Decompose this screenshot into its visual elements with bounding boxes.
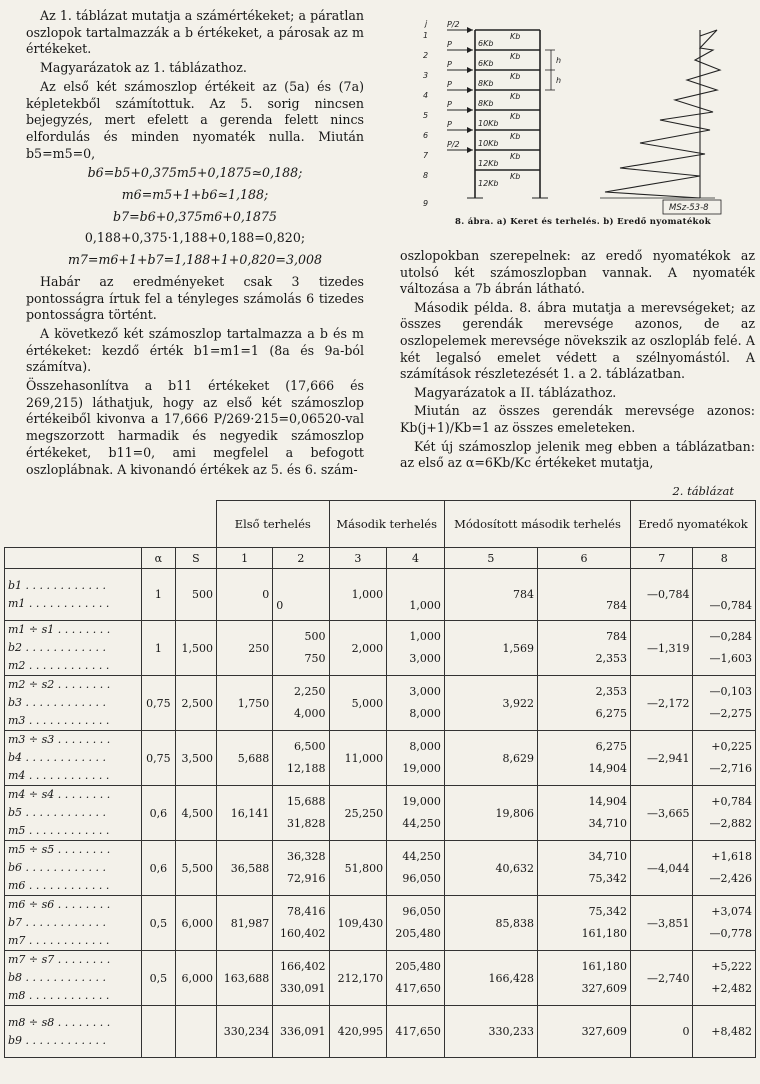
row-labels — [5, 676, 142, 731]
col-header: α — [142, 548, 176, 569]
cell-c6 — [537, 621, 630, 676]
cell-c4 — [387, 951, 445, 1006]
cell-c4 — [387, 786, 445, 841]
cell-lower: 31,828 — [287, 817, 326, 830]
paragraph: Habár az eredményeket csak 3 tizedes pontosságra írtuk fel a tényleges számolás 6 tizedes pontosságra történt. — [26, 273, 364, 323]
floor-number: 3 — [423, 71, 429, 80]
cell-lower: 12,188 — [287, 762, 326, 775]
cell-c3: 5,000 — [329, 676, 387, 731]
row-labels — [5, 786, 142, 841]
table-row — [5, 896, 756, 951]
cell-c4 — [387, 676, 445, 731]
cell-c4 — [387, 621, 445, 676]
cell-c7: —3,665 — [631, 786, 693, 841]
table-row — [5, 951, 756, 1006]
load-label: P/2 — [447, 20, 460, 29]
cell-upper: 6,500 — [294, 740, 326, 753]
cell-s: 5,500 — [175, 841, 216, 896]
cell-upper: +8,482 — [711, 1024, 752, 1038]
cell-c2 — [273, 621, 329, 676]
paragraph: Miután az összes gerendák merevsége azonos: Kb(j+1)/Kb=1 az összes emeleteken. — [400, 403, 755, 435]
table-caption: 2. táblázat — [672, 484, 734, 498]
cell-c5: 784 — [444, 569, 537, 621]
cell-lower: 34,710 — [588, 817, 628, 830]
paragraph: Második példa. 8. ábra mutatja a merevségeket; az összes gerendák merevsége azonos, de az oszlopelemek merevsége növekszik az oszlopláb felé. A két legalsó emelet védett a szélnyomástól. A számítások részletezését 1. a 2. táblázatban. — [400, 299, 755, 382]
paragraph: A következő két számoszlop tartalmazza a b és m értékeket: kezdő érték b1=m1=1 (8a és 9a-ból számítva). — [26, 325, 364, 375]
cell-a: 0,75 — [142, 676, 176, 731]
cell-c2 — [273, 731, 329, 786]
row-label: m2 . . . . . . . . . . . . — [8, 659, 110, 672]
stamp-text: MSz-53-8 — [669, 203, 709, 213]
cell-lower: 44,250 — [402, 817, 441, 830]
row-labels — [5, 841, 142, 896]
row-labels — [5, 731, 142, 786]
row-label: m7 ÷ s7 . . . . . . . . — [8, 953, 111, 966]
cell-c2: 0 — [273, 569, 329, 621]
row-label: b6 . . . . . . . . . . . . — [8, 861, 106, 874]
equation: b6=b5+0,375m5+0,1875≃0,188; — [87, 165, 303, 181]
floor-number: 1 — [423, 31, 429, 40]
column-stiffness-label: 12Kb — [478, 159, 499, 168]
group-header: Első terhelés — [217, 501, 330, 548]
cell-c6 — [537, 676, 630, 731]
cell-c3: 109,430 — [329, 896, 387, 951]
paragraph-heading: Magyarázatok a II. táblázathoz. — [414, 384, 617, 400]
cell-c1: 250 — [217, 621, 273, 676]
cell-lower: 8,000 — [409, 707, 441, 720]
group-header: Módosított második terhelés — [444, 501, 630, 548]
cell-c8 — [693, 1006, 756, 1058]
cell-upper: —0,284 — [709, 630, 752, 643]
cell-s — [175, 1006, 216, 1058]
load-label: P — [447, 100, 452, 109]
results-table — [4, 500, 756, 1058]
cell-lower: —2,275 — [709, 707, 752, 720]
row-labels — [5, 1006, 142, 1058]
cell-c7: —3,851 — [631, 896, 693, 951]
cell-c8: —0,784 — [693, 569, 756, 621]
h-label: h — [556, 56, 562, 65]
cell-c5: 40,632 — [444, 841, 537, 896]
row-label: m2 ÷ s2 . . . . . . . . — [8, 678, 111, 691]
cell-c8 — [693, 951, 756, 1006]
row-label: m6 ÷ s6 . . . . . . . . — [8, 898, 111, 911]
cell-lower: 750 — [304, 652, 326, 665]
load-arrow — [447, 100, 473, 113]
col-header: 3 — [329, 548, 387, 569]
table-row — [5, 786, 756, 841]
cell-c5: 19,806 — [444, 786, 537, 841]
cell-c6 — [537, 1006, 630, 1058]
row-label: m8 ÷ s8 . . . . . . . . — [8, 1015, 111, 1029]
table-row — [5, 1006, 756, 1058]
beam-label: Kb — [510, 132, 521, 141]
col-header: 4 — [387, 548, 445, 569]
cell-upper: 500 — [304, 630, 326, 643]
cell-c5: 1,569 — [444, 621, 537, 676]
cell-c5: 3,922 — [444, 676, 537, 731]
cell-upper: 36,328 — [287, 850, 326, 863]
row-label: m8 . . . . . . . . . . . . — [8, 989, 110, 1002]
moment-diagram — [605, 30, 720, 198]
cell-c6 — [537, 896, 630, 951]
cell-c7: —2,941 — [631, 731, 693, 786]
cell-upper: 75,342 — [588, 905, 628, 918]
cell-c7: —4,044 — [631, 841, 693, 896]
cell-a: 0,75 — [142, 731, 176, 786]
cell-upper: 3,000 — [409, 685, 441, 698]
cell-upper: +5,222 — [711, 960, 752, 973]
cell-c3: 25,250 — [329, 786, 387, 841]
cell-c2 — [273, 786, 329, 841]
cell-upper: 205,480 — [395, 960, 441, 973]
cell-lower: —2,882 — [709, 817, 752, 830]
cell-lower: 72,916 — [287, 872, 326, 885]
cell-c3: 11,000 — [329, 731, 387, 786]
cell-c7: —2,740 — [631, 951, 693, 1006]
floor-number: 7 — [423, 151, 429, 160]
cell-lower: +2,482 — [711, 982, 752, 995]
cell-c3: 2,000 — [329, 621, 387, 676]
cell-lower: 6,275 — [595, 707, 628, 720]
beam-label: Kb — [510, 92, 521, 101]
cell-c2 — [273, 951, 329, 1006]
cell-upper: 161,180 — [581, 960, 628, 973]
row-label: b3 . . . . . . . . . . . . — [8, 696, 106, 709]
floor-number: 8 — [423, 171, 429, 180]
cell-lower: 161,180 — [581, 927, 628, 940]
column-stiffness-label: 12Kb — [478, 179, 499, 188]
row-label: b1 . . . . . . . . . . . . — [8, 578, 106, 592]
cell-lower: —1,603 — [709, 652, 752, 665]
cell-s: 1,500 — [175, 621, 216, 676]
beam-label: Kb — [510, 172, 521, 181]
cell-s: 6,000 — [175, 951, 216, 1006]
figure-8 — [395, 8, 755, 240]
cell-upper: 2,353 — [595, 685, 628, 698]
row-label: b9 . . . . . . . . . . . . — [8, 1033, 106, 1047]
cell-c8 — [693, 676, 756, 731]
cell-a: 0,6 — [142, 786, 176, 841]
right-text-column — [400, 248, 755, 474]
cell-c1: 1,750 — [217, 676, 273, 731]
column-stiffness-label: 10Kb — [478, 119, 499, 128]
cell-c3: 420,995 — [329, 1006, 387, 1058]
cell-lower: 96,050 — [402, 872, 441, 885]
cell-c6 — [537, 786, 630, 841]
cell-lower: 205,480 — [395, 927, 441, 940]
j-label: j — [425, 19, 428, 28]
figure-caption: 8. ábra. a) Keret és terhelés. b) Eredő nyomatékok — [455, 217, 711, 227]
cell-upper: 327,609 — [581, 1024, 628, 1038]
cell-c4: 1,000 — [387, 569, 445, 621]
cell-s: 4,500 — [175, 786, 216, 841]
cell-a: 0,5 — [142, 896, 176, 951]
cell-lower: 417,650 — [395, 982, 441, 995]
cell-lower: 14,904 — [588, 762, 628, 775]
cell-upper: 34,710 — [588, 850, 628, 863]
row-labels — [5, 621, 142, 676]
cell-s: 500 — [175, 569, 216, 621]
floor-number: 9 — [423, 199, 429, 208]
cell-s: 6,000 — [175, 896, 216, 951]
cell-lower: 4,000 — [294, 707, 326, 720]
col-header: 7 — [631, 548, 693, 569]
row-label: b4 . . . . . . . . . . . . — [8, 751, 106, 764]
cell-c4 — [387, 1006, 445, 1058]
cell-c5: 8,629 — [444, 731, 537, 786]
column-stiffness-label: 6Kb — [478, 39, 494, 48]
load-arrow — [447, 140, 473, 153]
cell-c5: 330,233 — [444, 1006, 537, 1058]
cell-c4 — [387, 841, 445, 896]
cell-upper: 19,000 — [402, 795, 441, 808]
cell-c7: —1,319 — [631, 621, 693, 676]
cell-c2 — [273, 896, 329, 951]
cell-c1: 0 — [217, 569, 273, 621]
col-header: S — [175, 548, 216, 569]
cell-c8 — [693, 786, 756, 841]
cell-c1: 330,234 — [217, 1006, 273, 1058]
cell-c3: 212,170 — [329, 951, 387, 1006]
load-label: P — [447, 60, 452, 69]
cell-upper: 336,091 — [280, 1024, 326, 1038]
cell-c8 — [693, 731, 756, 786]
cell-upper: 8,000 — [409, 740, 441, 753]
cell-upper: +3,074 — [711, 905, 752, 918]
load-arrow — [447, 80, 473, 93]
cell-lower: 330,091 — [280, 982, 326, 995]
cell-c8 — [693, 621, 756, 676]
cell-s: 2,500 — [175, 676, 216, 731]
beam-label: Kb — [510, 152, 521, 161]
cell-upper: 784 — [606, 630, 628, 643]
col-header: 5 — [444, 548, 537, 569]
cell-upper: 2,250 — [294, 685, 326, 698]
cell-upper: 417,650 — [395, 1024, 441, 1038]
cell-upper: +1,618 — [711, 850, 752, 863]
cell-lower: —2,426 — [709, 872, 752, 885]
paragraph: Az 1. táblázat mutatja a számértékeket; a páratlan oszlopok tartalmazzák a b értékeket, a párosak az m értékeket. — [26, 8, 364, 57]
cell-upper: 15,688 — [287, 795, 326, 808]
cell-upper: —0,103 — [709, 685, 752, 698]
cell-c2 — [273, 1006, 329, 1058]
cell-a: 0,5 — [142, 951, 176, 1006]
load-arrow — [447, 20, 473, 33]
cell-upper: 44,250 — [402, 850, 441, 863]
group-header: Második terhelés — [329, 501, 444, 548]
load-label: P — [447, 80, 452, 89]
row-label: m3 ÷ s3 . . . . . . . . — [8, 733, 111, 746]
row-label: m3 . . . . . . . . . . . . — [8, 714, 110, 727]
equation: b7=b6+0,375m6+0,1875 — [113, 208, 277, 224]
equation: m6=m5+1+b6≃1,188; — [121, 187, 269, 203]
table-row — [5, 569, 756, 621]
cell-c3: 1,000 — [329, 569, 387, 621]
column-stiffness-label: 8Kb — [478, 79, 494, 88]
cell-upper: 6,275 — [595, 740, 628, 753]
beam-label: Kb — [510, 112, 521, 121]
cell-c2 — [273, 676, 329, 731]
row-labels — [5, 951, 142, 1006]
paragraph-heading: Magyarázatok az 1. táblázathoz. — [40, 60, 247, 76]
col-header: 1 — [217, 548, 273, 569]
cell-c7: —2,172 — [631, 676, 693, 731]
cell-c4 — [387, 731, 445, 786]
load-label: P — [447, 40, 452, 49]
cell-c6 — [537, 951, 630, 1006]
cell-c6 — [537, 731, 630, 786]
cell-upper: +0,784 — [711, 795, 752, 808]
cell-a — [142, 1006, 176, 1058]
cell-c3: 51,800 — [329, 841, 387, 896]
cell-s: 3,500 — [175, 731, 216, 786]
table-row — [5, 676, 756, 731]
cell-upper: 1,000 — [409, 630, 441, 643]
table-row — [5, 621, 756, 676]
cell-lower: —2,716 — [709, 762, 752, 775]
cell-c1: 36,588 — [217, 841, 273, 896]
cell-lower: 2,353 — [595, 652, 628, 665]
cell-c6: 784 — [537, 569, 630, 621]
row-label: m1 . . . . . . . . . . . . — [8, 596, 110, 610]
cell-c8 — [693, 896, 756, 951]
floor-number: 6 — [423, 131, 429, 140]
column-stiffness-label: 10Kb — [478, 139, 499, 148]
cell-c5: 166,428 — [444, 951, 537, 1006]
frame-diagram — [395, 8, 755, 218]
col-header: 6 — [537, 548, 630, 569]
cell-c1: 163,688 — [217, 951, 273, 1006]
cell-c2 — [273, 841, 329, 896]
row-label: b2 . . . . . . . . . . . . — [8, 641, 106, 654]
load-arrow — [447, 40, 473, 53]
col-header: 2 — [273, 548, 329, 569]
load-label: P — [447, 120, 452, 129]
table-row — [5, 731, 756, 786]
cell-c7: 0 — [631, 1006, 693, 1058]
row-label: b7 . . . . . . . . . . . . — [8, 916, 106, 929]
cell-c6 — [537, 841, 630, 896]
beam-label: Kb — [510, 32, 521, 41]
left-text-column — [26, 8, 364, 480]
cell-upper: 14,904 — [588, 795, 628, 808]
row-label: b5 . . . . . . . . . . . . — [8, 806, 106, 819]
equation: m7=m6+1+b7=1,188+1+0,820=3,008 — [67, 252, 323, 268]
beam-label: Kb — [510, 72, 521, 81]
load-label: P/2 — [447, 140, 460, 149]
group-header: Eredő nyomatékok — [631, 501, 756, 548]
cell-a: 0,6 — [142, 841, 176, 896]
cell-a: 1 — [142, 621, 176, 676]
cell-c1: 5,688 — [217, 731, 273, 786]
row-label: m4 . . . . . . . . . . . . — [8, 769, 110, 782]
row-label: m1 ÷ s1 . . . . . . . . — [8, 623, 111, 636]
floor-number: 4 — [423, 91, 429, 100]
row-label: m6 . . . . . . . . . . . . — [8, 879, 110, 892]
cell-a: 1 — [142, 569, 176, 621]
cell-c1: 81,987 — [217, 896, 273, 951]
cell-upper: 78,416 — [287, 905, 326, 918]
row-label: b8 . . . . . . . . . . . . — [8, 971, 106, 984]
paragraph: oszlopokban szerepelnek: az eredő nyomatékok az utolsó két számoszlopban vannak. A nyomaték változása a 7b ábrán látható. — [400, 248, 755, 297]
cell-lower: 75,342 — [588, 872, 628, 885]
paragraph: Az első két számoszlop értékeit az (5a) és (7a) képletekből számítottuk. Az 5. sorig nincsen bejegyzés, mert efelett a gerenda felett nincs elfordulás és minden nyomaték nulla. Miután b5=m5=0, — [26, 78, 364, 161]
h-label: h — [556, 76, 562, 85]
row-label: m5 ÷ s5 . . . . . . . . — [8, 843, 111, 856]
cell-c8 — [693, 841, 756, 896]
table-body — [5, 569, 756, 1058]
cell-upper: 166,402 — [280, 960, 326, 973]
row-labels — [5, 569, 142, 621]
paragraph: Összehasonlítva a b11 értékeket (17,666 és 269,215) láthatjuk, hogy az első két számoszlop értékeiből kivonva a 17,666 P/269·215=0,06520-val megszorzott harmadik és negyedik számoszlop értékeket, b11=0, ami megfelel a befogott oszloplábnak. A kivonandó értékek az 5. és 6. szám- — [26, 378, 364, 477]
beam-label: Kb — [510, 52, 521, 61]
paragraph: Két új számoszlop jelenik meg ebben a táblázatban: az első az α=6Kb/Kc értékeket mutatja, — [400, 438, 755, 471]
cell-c1: 16,141 — [217, 786, 273, 841]
cell-upper: 96,050 — [402, 905, 441, 918]
table-group-header — [5, 501, 756, 548]
cell-lower: 3,000 — [409, 652, 441, 665]
cell-lower: 19,000 — [402, 762, 441, 775]
row-label: m7 . . . . . . . . . . . . — [8, 934, 110, 947]
cell-c5: 85,838 — [444, 896, 537, 951]
cell-c4 — [387, 896, 445, 951]
table-row — [5, 841, 756, 896]
row-label: m4 ÷ s4 . . . . . . . . — [8, 788, 111, 801]
floor-number: 2 — [423, 51, 429, 60]
col-header: 8 — [693, 548, 756, 569]
column-stiffness-label: 6Kb — [478, 59, 494, 68]
column-stiffness-label: 8Kb — [478, 99, 494, 108]
row-labels — [5, 896, 142, 951]
load-arrow — [447, 60, 473, 73]
cell-upper: +0,225 — [711, 740, 752, 753]
table-subheader — [5, 548, 756, 569]
cell-lower: 327,609 — [581, 982, 628, 995]
cell-lower: 160,402 — [280, 927, 326, 940]
floor-number: 5 — [423, 111, 429, 120]
cell-lower: —0,778 — [709, 927, 752, 940]
row-label: m5 . . . . . . . . . . . . — [8, 824, 110, 837]
load-arrow — [447, 120, 473, 133]
equation: 0,188+0,375·1,188+0,188=0,820; — [84, 230, 306, 246]
cell-c7: —0,784 — [631, 569, 693, 621]
